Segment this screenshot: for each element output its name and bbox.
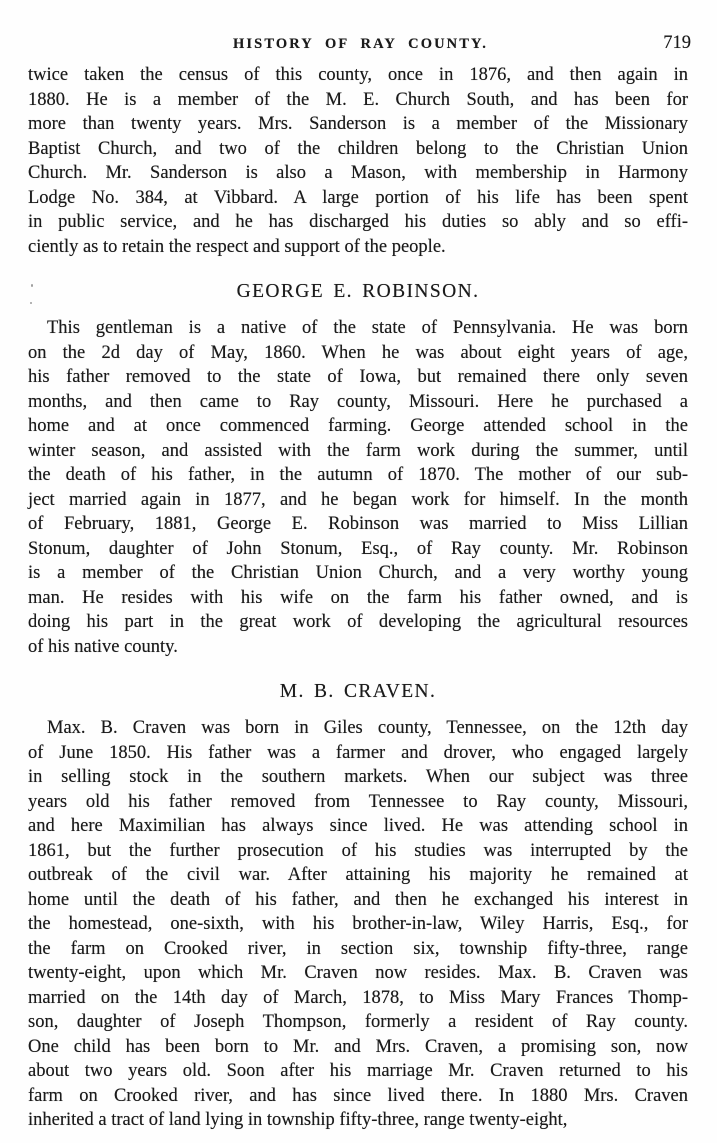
- text-line: months, and then came to Ray county, Missouri. Here he purchased a: [28, 391, 688, 412]
- text-line: Baptist Church, and two of the children belong to the Christian Union: [28, 138, 688, 159]
- text-line: the farm on Crooked river, in section six, township fifty-three, range: [28, 938, 688, 959]
- print-artifact-speck: [31, 284, 33, 287]
- text-line: on the 2d day of May, 1860. When he was about eight years of age,: [28, 342, 688, 363]
- text-line: of June 1850. His father was a farmer and drover, who engaged largely: [28, 742, 688, 763]
- page-number: 719: [663, 33, 691, 53]
- text-line: 1861, but the further prosecution of his studies was interrupted by the: [28, 840, 688, 861]
- text-line: more than twenty years. Mrs. Sanderson is a member of the Missionary: [28, 114, 688, 134]
- text-line: years old his father removed from Tennessee to Ray county, Missouri,: [28, 791, 688, 812]
- text-line: Church. Mr. Sanderson is also a Mason, with membership in Harmony: [28, 163, 688, 183]
- page-body: [28, 63, 688, 1133]
- paragraph: [28, 63, 688, 259]
- text-line: son, daughter of Joseph Thompson, formerly a resident of Ray county.: [28, 1012, 688, 1032]
- paragraph: [28, 316, 688, 659]
- text-line: married on the 14th day of March, 1878, to Miss Mary Frances Thomp-: [28, 987, 688, 1008]
- running-title: HISTORY OF RAY COUNTY.: [233, 36, 488, 52]
- text-line: in selling stock in the southern markets. When our subject was three: [28, 767, 688, 787]
- text-line: 1880. He is a member of the M. E. Church South, and has been for: [28, 89, 688, 110]
- text-line: doing his part in the great work of developing the agricultural resources: [28, 612, 688, 632]
- text-line: Max. B. Craven was born in Giles county, Tennessee, on the 12th day: [47, 718, 688, 738]
- text-line: his father removed to the state of Iowa, but remained there only seven: [28, 367, 688, 387]
- text-line: of his native county.: [28, 636, 178, 657]
- text-line: is a member of the Christian Union Church, and a very worthy young: [28, 563, 688, 583]
- text-line: about two years old. Soon after his marriage Mr. Craven returned to his: [28, 1061, 688, 1081]
- paragraph: [28, 716, 688, 1133]
- text-line: the homestead, one-sixth, with his brother-in-law, Wiley Harris, Esq., for: [28, 914, 688, 934]
- text-line: inherited a tract of land lying in township fifty-three, range twenty-eight,: [28, 1110, 568, 1130]
- text-line: twice taken the census of this county, once in 1876, and then again in: [28, 65, 688, 85]
- text-line: home and at once commenced farming. George attended school in the: [28, 416, 688, 436]
- page-header: [28, 34, 693, 56]
- text-line: ciently as to retain the respect and support of the people.: [28, 236, 446, 257]
- text-line: man. He resides with his wife on the farm his father owned, and is: [28, 587, 688, 608]
- text-line: farm on Crooked river, and has since lived there. In 1880 Mrs. Craven: [28, 1085, 688, 1106]
- text-line: twenty-eight, upon which Mr. Craven now resides. Max. B. Craven was: [28, 963, 688, 983]
- section-heading: GEORGE E. ROBINSON.: [236, 281, 480, 302]
- text-line: of February, 1881, George E. Robinson was married to Miss Lillian: [28, 514, 688, 534]
- print-artifact-speck: [30, 302, 32, 304]
- text-line: and here Maximilian has always since lived. He was attending school in: [28, 816, 688, 836]
- text-line: outbreak of the civil war. After attaining his majority he remained at: [28, 865, 688, 885]
- text-line: Stonum, daughter of John Stonum, Esq., of Ray county. Mr. Robinson: [28, 538, 688, 559]
- text-line: in public service, and he has discharged his duties so ably and so effi-: [28, 212, 688, 232]
- text-line: This gentleman is a native of the state of Pennsylvania. He was born: [47, 318, 688, 338]
- text-line: Lodge No. 384, at Vibbard. A large portion of his life has been spent: [28, 187, 688, 208]
- text-line: home until the death of his father, and then he exchanged his interest in: [28, 889, 688, 910]
- text-line: One child has been born to Mr. and Mrs. Craven, a promising son, now: [28, 1036, 688, 1057]
- section-heading: M. B. CRAVEN.: [279, 681, 437, 702]
- text-line: winter season, and assisted with the farm work during the summer, until: [28, 440, 688, 461]
- text-line: ject married again in 1877, and he began work for himself. In the month: [28, 489, 688, 510]
- text-line: the death of his father, in the autumn of 1870. The mother of our sub-: [28, 465, 688, 485]
